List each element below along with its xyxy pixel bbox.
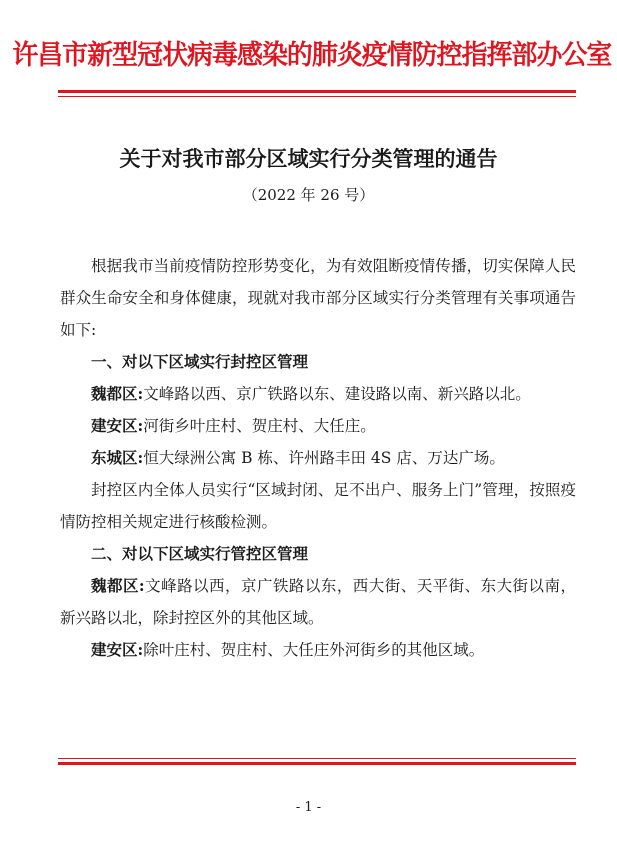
section1-heading: 一、对以下区域实行封控区管理: [91, 352, 309, 371]
district-area: 恒大绿洲公寓 B 栋、许州路丰田 4S 店、万达广场。: [143, 449, 505, 467]
district-area: 河街乡叶庄村、贺庄村、大任庄。: [143, 417, 376, 435]
section1-item: [60, 442, 576, 474]
footer-rule-thin: [58, 758, 576, 759]
section2-item: [60, 634, 576, 666]
section2-item: [60, 570, 576, 634]
masthead-rule-thin: [58, 96, 576, 97]
district-area: 除叶庄村、贺庄村、大任庄外河街乡的其他区域。: [143, 641, 485, 659]
footer-rule-thick: [58, 762, 576, 765]
district-label: 魏都区:: [91, 576, 145, 595]
masthead-rule-thick: [58, 90, 576, 93]
intro-paragraph: 根据我市当前疫情防控形势变化，为有效阻断疫情传播，切实保障人民群众生命安全和身体健康，现就对我市部分区域实行分类管理有关事项通告如下:: [60, 257, 576, 339]
masthead-org-name: 许昌市新型冠状病毒感染的肺炎疫情防控指挥部办公室: [12, 40, 612, 71]
page-number: - 1 -: [295, 800, 322, 815]
section1-item: [60, 378, 576, 410]
notice-title: 关于对我市部分区域实行分类管理的通告: [119, 146, 498, 171]
district-area: 文峰路以西、京广铁路以东、建设路以南、新兴路以北。: [143, 385, 531, 403]
section1-note: 封控区内全体人员实行“区域封闭、足不出户、服务上门”管理，按照疫情防控相关规定进行核酸检测。: [60, 481, 576, 531]
district-label: 东城区:: [91, 448, 144, 467]
district-label: 魏都区:: [91, 384, 144, 403]
section1-item: [60, 410, 576, 442]
section2-heading: 二、对以下区域实行管控区管理: [91, 544, 309, 563]
notice-body: [60, 250, 576, 666]
document-number: （2022 年 26 号）: [242, 186, 375, 204]
district-label: 建安区:: [91, 640, 144, 659]
district-area: 文峰路以西，京广铁路以东，西大街、天平街、东大街以南，新兴路以北，除封控区外的其他区域。: [60, 577, 576, 627]
district-label: 建安区:: [91, 416, 144, 435]
